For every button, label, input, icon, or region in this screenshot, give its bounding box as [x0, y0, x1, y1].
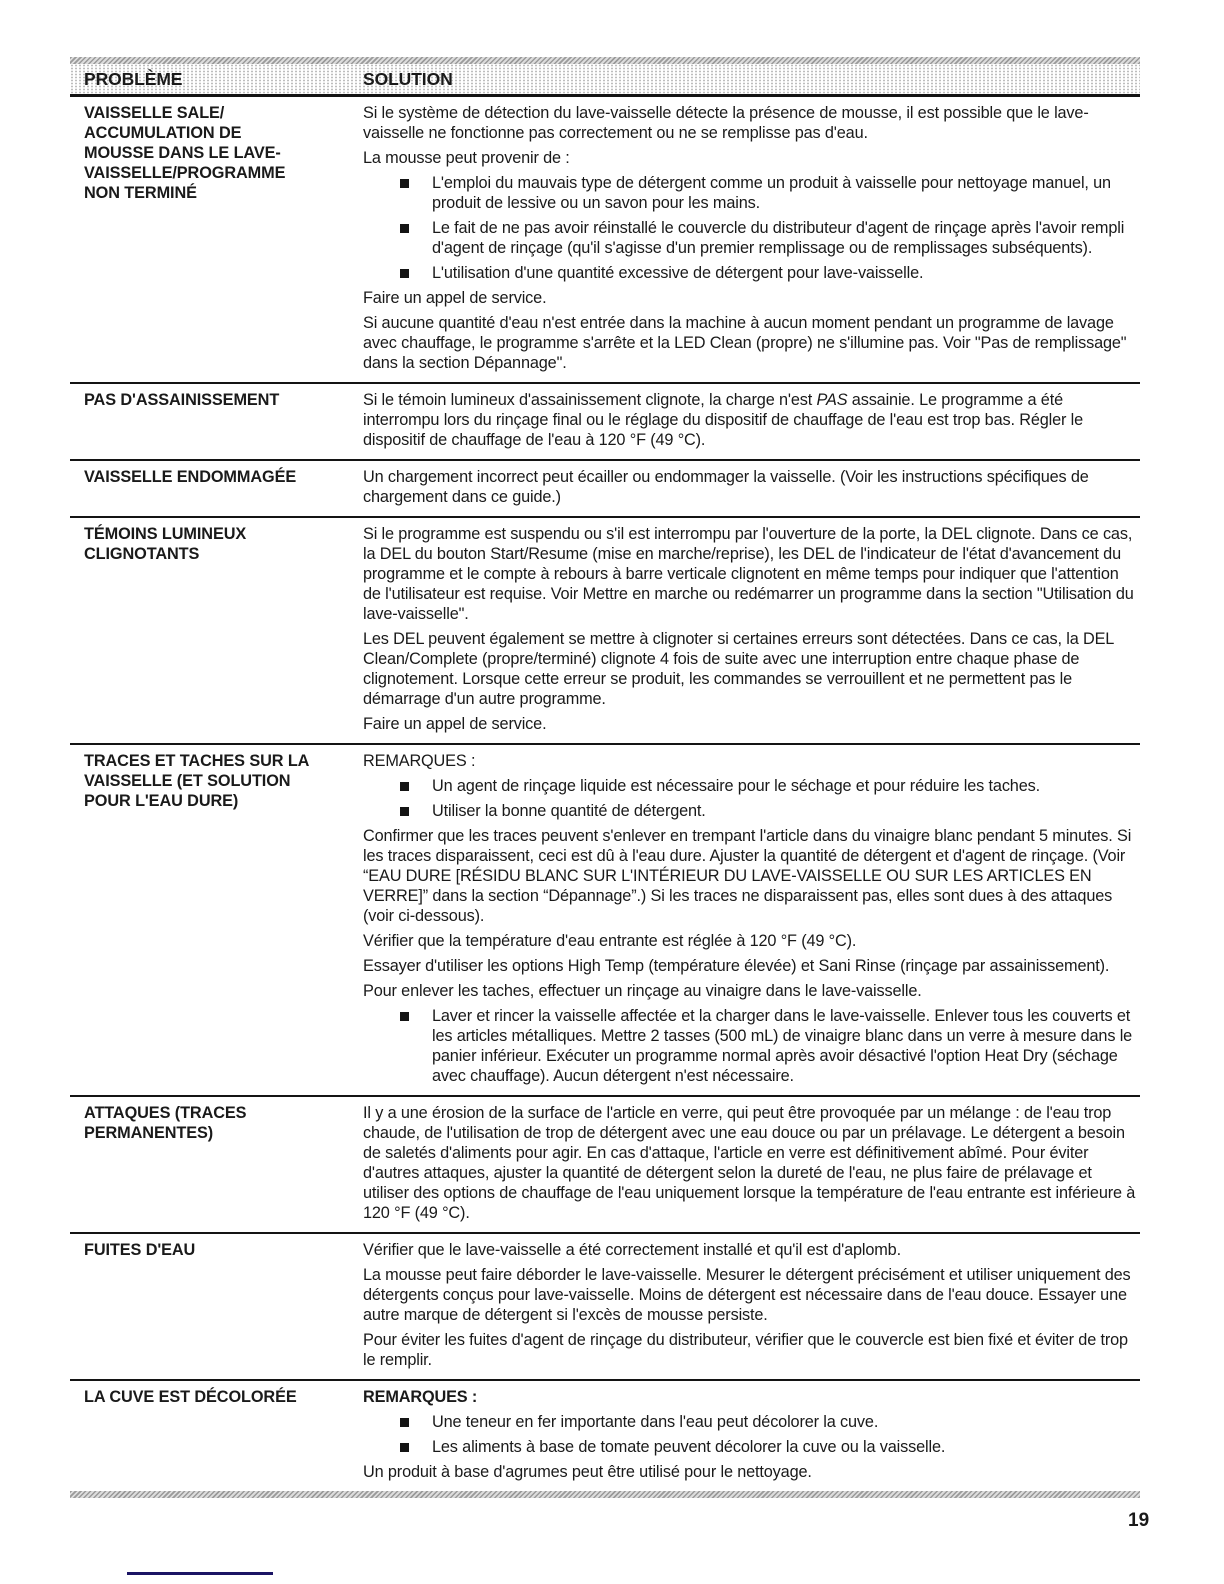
problem-cell	[70, 390, 363, 455]
bullet-square-icon	[400, 1012, 409, 1021]
table-row	[70, 461, 1140, 518]
table-bottom-rule	[70, 1491, 1140, 1498]
solution-paragraph: Si le témoin lumineux d'assainissement clignote, la charge n'est PAS assainie. Le programme a été interrompu lors du rinçage final ou le réglage du dispositif de chauffage de l'eau est trop bas. Régler le dispositif de chauffage de l'eau à 120 °F (49 °C).	[363, 391, 1084, 449]
solution-paragraph: REMARQUES :	[363, 1388, 478, 1406]
page-number: 19	[1128, 1510, 1150, 1531]
bullet-item	[363, 1412, 1136, 1432]
solution-paragraph: Pour éviter les fuites d'agent de rinçage du distributeur, vérifier que le couvercle est bien fixé et éviter de trop le remplir.	[363, 1331, 1128, 1369]
problem-title-line: FUITES D'EAU	[84, 1241, 196, 1259]
problem-title-line: VAISSELLE/PROGRAMME	[84, 164, 286, 182]
solution-cell	[363, 390, 1140, 455]
problem-title-line: VAISSELLE (ET SOLUTION	[84, 772, 291, 790]
bullet-text: Une teneur en fer importante dans l'eau peut décolorer la cuve.	[432, 1413, 879, 1431]
solution-paragraph: Vérifier que le lave-vaisselle a été correctement installé et qu'il est d'aplomb.	[363, 1241, 901, 1259]
solution-paragraph: Vérifier que la température d'eau entrante est réglée à 120 °F (49 °C).	[363, 932, 857, 950]
problem-title-line: VAISSELLE SALE/	[84, 104, 225, 122]
bullet-text: L'utilisation d'une quantité excessive de détergent pour lave-vaisselle.	[432, 264, 924, 282]
solution-paragraph: Les DEL peuvent également se mettre à clignoter si certaines erreurs sont détectées. Dans ce cas, la DEL Clean/Complete (propre/terminé) clignote 4 fois de suite avec une interruption entre chaque phase de clignotement. Lorsque cette erreur se produit, les commandes se verrouillent et ne permettent pas le démarrage d'un autre programme.	[363, 630, 1114, 708]
solution-paragraph: Si le programme est suspendu ou s'il est interrompu par l'ouverture de la porte, la DEL clignote. Dans ce cas, la DEL du bouton Start/Resume (mise en marche/reprise), les DEL de l'indicateur de l'état d'avancement du programme et le compte à rebours à barre verticale clignotent en même temps pour indiquer que l'attention de l'utilisateur est requise. Voir Mettre en marche ou redémarrer un programme dans la section "Utilisation du lave-vaisselle".	[363, 525, 1134, 623]
problem-title-line: VAISSELLE ENDOMMAGÉE	[84, 468, 297, 486]
table-row	[70, 1381, 1140, 1491]
solution-paragraph: Si aucune quantité d'eau n'est entrée dans la machine à aucun moment pendant un programme de lavage avec chauffage, le programme s'arrête et la LED Clean (propre) ne s'illumine pas. Voir "Pas de remplissage" dans la section Dépannage".	[363, 314, 1127, 372]
solution-paragraph: La mousse peut provenir de :	[363, 149, 570, 167]
solution-cell	[363, 751, 1140, 1091]
solution-paragraph: REMARQUES :	[363, 752, 476, 770]
solution-cell	[363, 1103, 1140, 1228]
problem-title-line: PERMANENTES)	[84, 1124, 214, 1142]
solution-paragraph: La mousse peut faire déborder le lave-vaisselle. Mesurer le détergent précisément et utiliser uniquement des détergents conçus pour lave-vaisselle. Moins de détergent est nécessaire dans de l'eau douce. Essayer une autre marque de détergent si l'excès de mousse persiste.	[363, 1266, 1131, 1324]
bullet-square-icon	[400, 782, 409, 791]
solution-cell	[363, 103, 1140, 378]
bullet-square-icon	[400, 807, 409, 816]
table-row	[70, 1097, 1140, 1234]
bullet-item	[363, 801, 1136, 821]
table-row	[70, 1234, 1140, 1381]
table-row	[70, 745, 1140, 1097]
bullet-text: Le fait de ne pas avoir réinstallé le couvercle du distributeur d'agent de rinçage après l'avoir rempli d'agent de rinçage (qu'il s'agisse d'un premier remplissage ou de remplissages subséquents).	[432, 219, 1125, 257]
solution-paragraph: Faire un appel de service.	[363, 715, 547, 733]
bullet-item	[363, 1437, 1136, 1457]
table-row	[70, 518, 1140, 745]
bullet-item	[363, 776, 1136, 796]
solution-paragraph: Faire un appel de service.	[363, 289, 547, 307]
problem-title-line: PAS D'ASSAINISSEMENT	[84, 391, 280, 409]
problem-title-line: NON TERMINÉ	[84, 184, 197, 202]
solution-paragraph: Un produit à base d'agrumes peut être utilisé pour le nettoyage.	[363, 1463, 812, 1481]
problem-title-line: TRACES ET TACHES SUR LA	[84, 752, 310, 770]
column-header-probleme: PROBLÈME	[84, 68, 183, 89]
bullet-square-icon	[400, 179, 409, 188]
bullet-text: Utiliser la bonne quantité de détergent.	[432, 802, 706, 820]
problem-cell	[70, 1387, 363, 1487]
solution-paragraph: Il y a une érosion de la surface de l'article en verre, qui peut être provoquée par un mélange : de l'eau trop chaude, de l'utilisation de trop de détergent avec une eau douce ou par un prélavage. Le détergent a besoin de saletés d'aliments pour agir. En cas d'attaque, l'article en verre est définitivement abîmé. Pour éviter d'autres attaques, ajuster la quantité de détergent selon la dureté de l'eau, ne plus faire de prélavage et utiliser des options de chauffage de l'eau uniquement lorsque la température de l'eau entrante est inférieure à 120 °F (49 °C).	[363, 1104, 1136, 1222]
problem-cell	[70, 103, 363, 378]
problem-cell	[70, 524, 363, 739]
problem-title-line: ACCUMULATION DE	[84, 124, 242, 142]
problem-title-line: TÉMOINS LUMINEUX	[84, 525, 247, 543]
solution-cell	[363, 524, 1140, 739]
problem-cell	[70, 751, 363, 1091]
problem-title-line: LA CUVE EST DÉCOLORÉE	[84, 1388, 297, 1406]
solution-cell	[363, 1387, 1140, 1487]
bullet-square-icon	[400, 1443, 409, 1452]
bullet-text: Un agent de rinçage liquide est nécessaire pour le séchage et pour réduire les taches.	[432, 777, 1040, 795]
bullet-text: L'emploi du mauvais type de détergent comme un produit à vaisselle pour nettoyage manuel, un produit de lessive ou un savon pour les mains.	[432, 174, 1111, 212]
problem-title-line: ATTAQUES (TRACES	[84, 1104, 247, 1122]
solution-cell	[363, 467, 1140, 512]
troubleshooting-table	[70, 57, 1140, 1498]
problem-title-line: CLIGNOTANTS	[84, 545, 200, 563]
solution-paragraph: Un chargement incorrect peut écailler ou endommager la vaisselle. (Voir les instructions spécifiques de chargement dans ce guide.)	[363, 468, 1089, 506]
bullet-item	[363, 1006, 1136, 1086]
table-header-row	[70, 64, 1140, 97]
column-header-solution: SOLUTION	[363, 68, 453, 89]
bullet-text: Les aliments à base de tomate peuvent décolorer la cuve ou la vaisselle.	[432, 1438, 946, 1456]
problem-cell	[70, 467, 363, 512]
bullet-item	[363, 218, 1136, 258]
table-body	[70, 97, 1140, 1491]
bullet-square-icon	[400, 224, 409, 233]
bullet-item	[363, 263, 1136, 283]
solution-paragraph: Essayer d'utiliser les options High Temp (température élevée) et Sani Rinse (rinçage par assainissement).	[363, 957, 1110, 975]
bullet-text: Laver et rincer la vaisselle affectée et la charger dans le lave-vaisselle. Enlever tous les couverts et les articles métalliques. Mettre 2 tasses (500 mL) de vinaigre blanc dans un verre à mesure dans le panier inférieur. Exécuter un programme normal après avoir désactivé l'option Heat Dry (séchage avec chauffage). Aucun détergent n'est nécessaire.	[432, 1007, 1133, 1085]
problem-title-line: POUR L'EAU DURE)	[84, 792, 239, 810]
bullet-square-icon	[400, 1418, 409, 1427]
table-row	[70, 97, 1140, 384]
problem-cell	[70, 1240, 363, 1375]
table-top-rule	[70, 57, 1140, 64]
solution-paragraph: Confirmer que les traces peuvent s'enlever en trempant l'article dans du vinaigre blanc pendant 5 minutes. Si les traces disparaissent, ceci est dû à l'eau dure. Ajuster la quantité de détergent et d'agent de rinçage. (Voir “EAU DURE [RÉSIDU BLANC SUR L'INTÉRIEUR DU LAVE-VAISSELLE OU SUR LES ARTICLES EN VERRE]” dans la section “Dépannage”.) Si les traces ne disparaissent pas, elles sont dues à des attaques (voir ci-dessous).	[363, 827, 1132, 925]
bullet-item	[363, 173, 1136, 213]
solution-cell	[363, 1240, 1140, 1375]
solution-paragraph: Si le système de détection du lave-vaisselle détecte la présence de mousse, il est possible que le lave-vaisselle ne fonctionne pas correctement ou ne se remplisse pas d'eau.	[363, 104, 1089, 142]
problem-cell	[70, 1103, 363, 1228]
table-row	[70, 384, 1140, 461]
solution-paragraph: Pour enlever les taches, effectuer un rinçage au vinaigre dans le lave-vaisselle.	[363, 982, 922, 1000]
footer-line	[127, 1572, 273, 1575]
problem-title-line: MOUSSE DANS LE LAVE-	[84, 144, 281, 162]
bullet-square-icon	[400, 269, 409, 278]
